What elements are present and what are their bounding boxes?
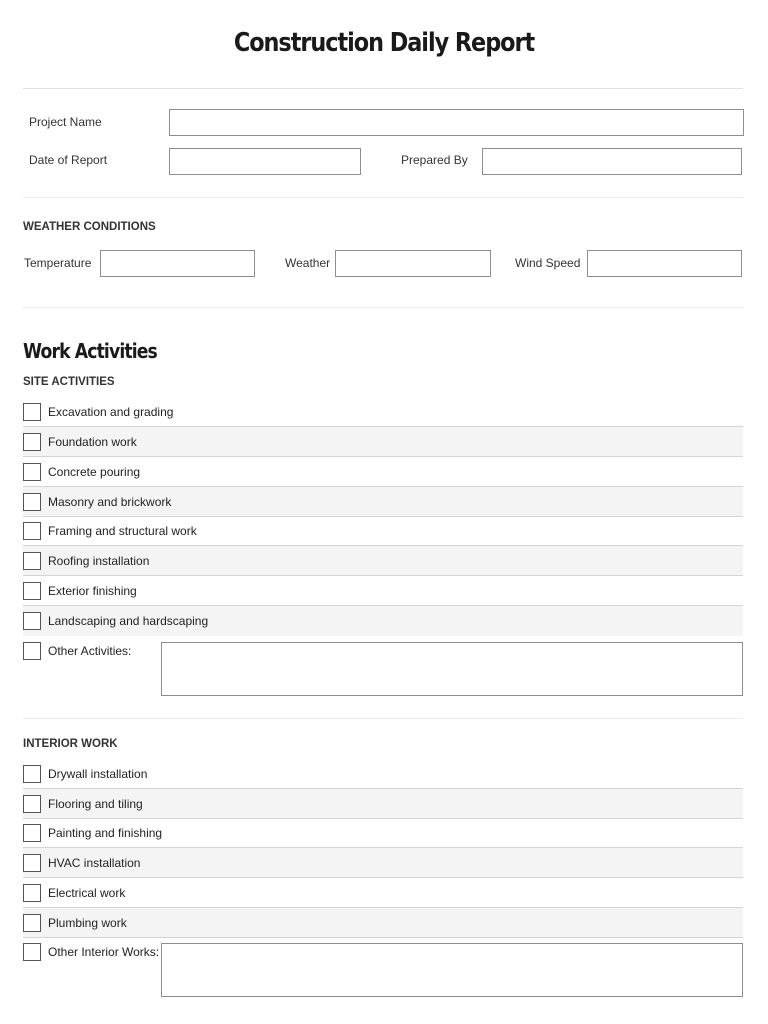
site-activity-row[interactable] — [23, 397, 743, 427]
other-interior-works-row — [23, 943, 743, 1003]
interior-work-label: Painting and finishing — [48, 826, 163, 840]
project-name-field[interactable] — [169, 109, 744, 136]
temperature-field[interactable] — [100, 250, 255, 277]
other-activities-label: Other Activities: — [48, 644, 132, 658]
wind-speed-field[interactable] — [587, 250, 742, 277]
other-activities-row — [23, 642, 743, 702]
site-activity-row[interactable] — [23, 576, 743, 606]
other-interior-works-textarea[interactable] — [161, 943, 743, 997]
site-activity-label: Landscaping and hardscaping — [48, 614, 209, 628]
site-activity-label: Foundation work — [48, 435, 137, 449]
site-activity-label: Masonry and brickwork — [48, 495, 172, 509]
weather-heading: WEATHER CONDITIONS — [23, 221, 156, 233]
interior-work-row[interactable] — [23, 818, 743, 848]
checkbox[interactable] — [23, 433, 41, 451]
work-activities-heading: Work Activities — [23, 339, 157, 363]
date-of-report-field[interactable] — [169, 148, 361, 175]
checkbox[interactable] — [23, 795, 41, 813]
checkbox[interactable] — [23, 854, 41, 872]
site-activity-row[interactable] — [23, 606, 743, 636]
interior-work-row[interactable] — [23, 848, 743, 878]
date-of-report-label: Date of Report — [29, 153, 108, 167]
checkbox[interactable] — [23, 642, 41, 660]
interior-work-label: Flooring and tiling — [48, 797, 143, 811]
interior-work-heading: INTERIOR WORK — [23, 738, 118, 750]
site-activity-label: Exterior finishing — [48, 584, 137, 598]
checkbox[interactable] — [23, 884, 41, 902]
interior-work-row[interactable] — [23, 759, 743, 789]
site-activity-row[interactable] — [23, 546, 743, 576]
report-title: Construction Daily Report — [233, 28, 535, 58]
site-activity-row[interactable] — [23, 516, 743, 546]
temperature-label: Temperature — [24, 256, 92, 270]
interior-work-row[interactable] — [23, 878, 743, 908]
weather-label: Weather — [285, 256, 331, 270]
site-activity-label: Framing and structural work — [48, 524, 197, 538]
weather-divider — [23, 307, 743, 308]
site-activity-row[interactable] — [23, 487, 743, 517]
checkbox[interactable] — [23, 463, 41, 481]
site-divider — [23, 718, 743, 719]
project-name-label: Project Name — [29, 115, 102, 129]
site-activity-label: Roofing installation — [48, 554, 150, 568]
title-divider — [23, 88, 743, 89]
project-divider — [23, 197, 743, 198]
prepared-by-label: Prepared By — [401, 153, 468, 167]
site-activity-label: Excavation and grading — [48, 405, 174, 419]
interior-work-label: Drywall installation — [48, 767, 148, 781]
checkbox[interactable] — [23, 943, 41, 961]
interior-work-label: HVAC installation — [48, 856, 141, 870]
site-activity-row[interactable] — [23, 427, 743, 457]
weather-field[interactable] — [335, 250, 491, 277]
checkbox[interactable] — [23, 582, 41, 600]
interior-work-row[interactable] — [23, 908, 743, 938]
checkbox[interactable] — [23, 765, 41, 783]
checkbox[interactable] — [23, 493, 41, 511]
interior-work-label: Plumbing work — [48, 916, 127, 930]
site-activities-heading: SITE ACTIVITIES — [23, 376, 115, 388]
checkbox[interactable] — [23, 403, 41, 421]
interior-work-label: Electrical work — [48, 886, 126, 900]
checkbox[interactable] — [23, 552, 41, 570]
site-activity-label: Concrete pouring — [48, 465, 141, 479]
checkbox[interactable] — [23, 824, 41, 842]
other-interior-works-label: Other Interior Works: — [48, 945, 160, 959]
checkbox[interactable] — [23, 914, 41, 932]
checkbox[interactable] — [23, 522, 41, 540]
prepared-by-field[interactable] — [482, 148, 742, 175]
wind-speed-label: Wind Speed — [515, 256, 581, 270]
site-activity-row[interactable] — [23, 457, 743, 487]
checkbox[interactable] — [23, 612, 41, 630]
interior-work-row[interactable] — [23, 789, 743, 819]
other-activities-textarea[interactable] — [161, 642, 743, 696]
